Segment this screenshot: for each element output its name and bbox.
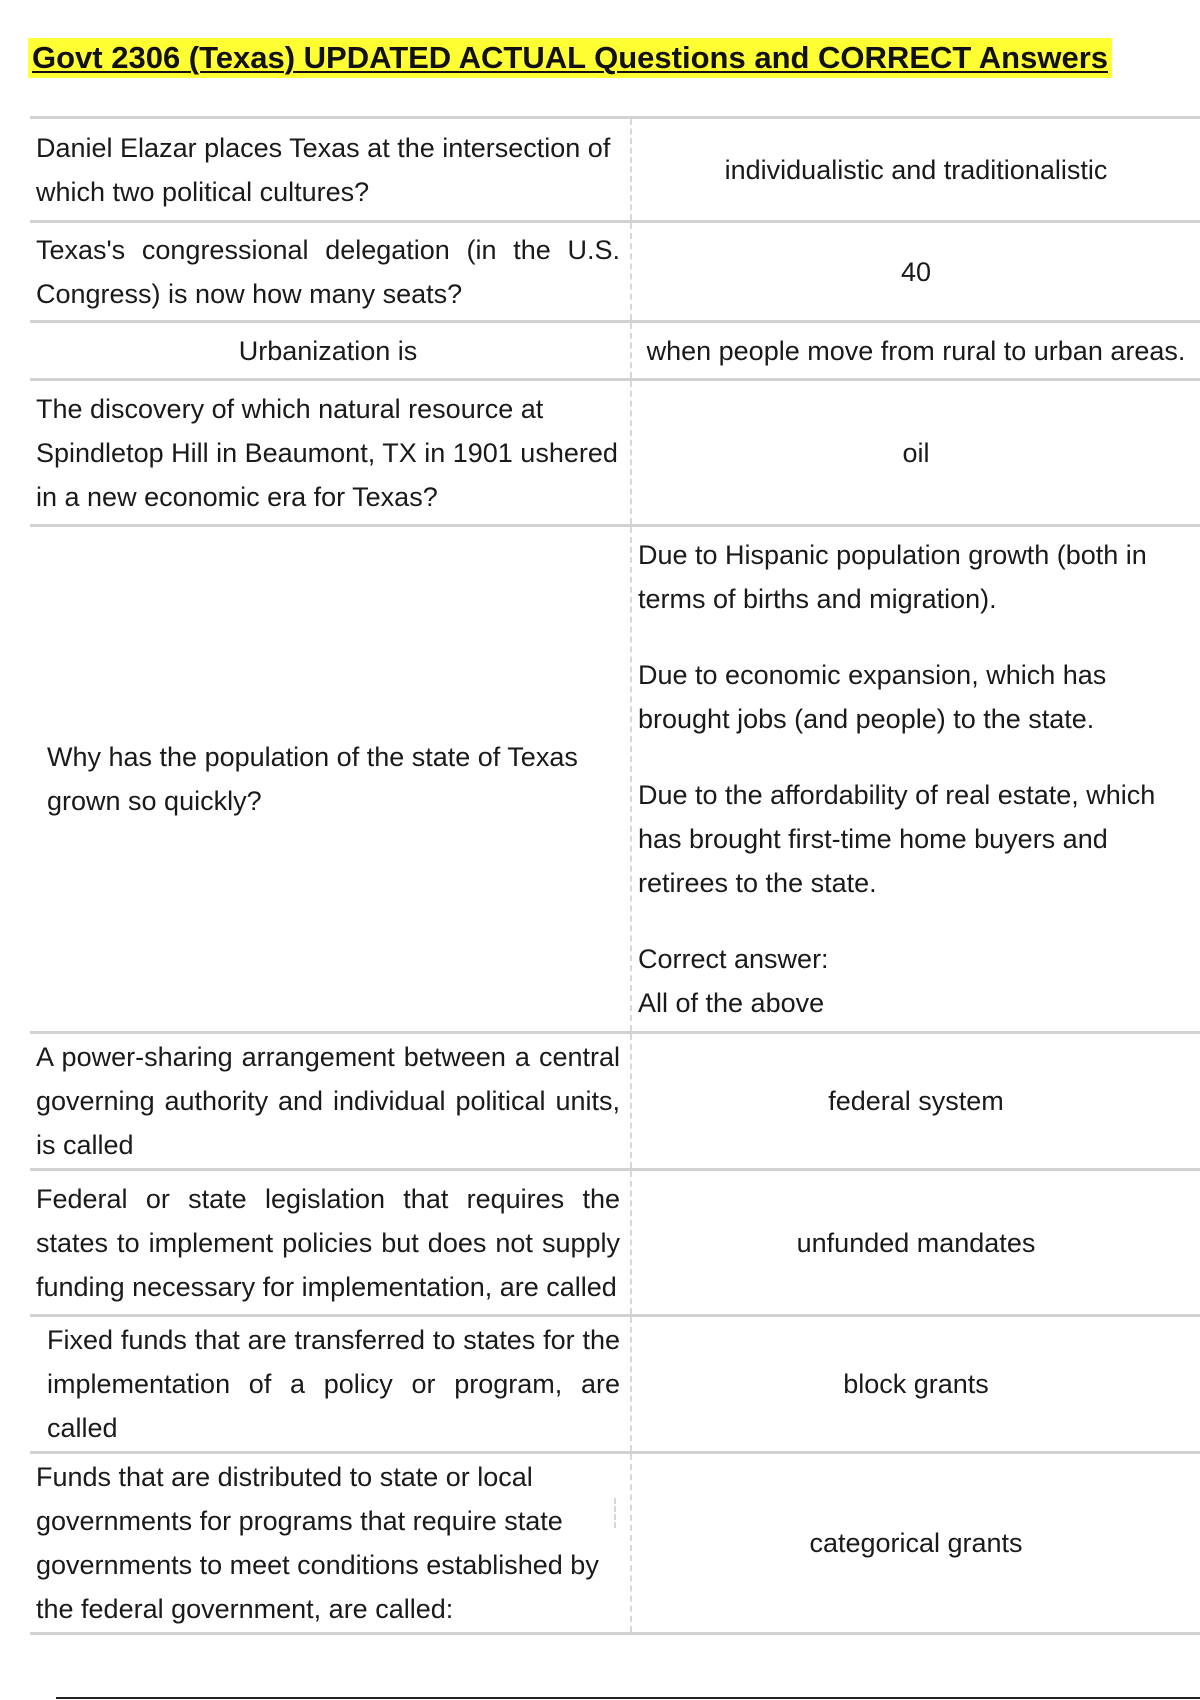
table-row — [30, 380, 1200, 526]
question-cell: Daniel Elazar places Texas at the intersection of which two political cultures? — [30, 118, 631, 222]
answer-cell: 40 — [631, 222, 1200, 322]
answer-cell: categorical grants — [631, 1453, 1200, 1634]
question-cell: Fixed funds that are transferred to states for the implementation of a policy or program, are called — [30, 1316, 631, 1453]
question-cell: The discovery of which natural resource at Spindletop Hill in Beaumont, TX in 1901 ushered in a new economic era for Texas? — [30, 380, 631, 526]
question-cell: Why has the population of the state of Texas grown so quickly? — [30, 526, 631, 1033]
answer-cell: oil — [631, 380, 1200, 526]
answer-paragraph: Due to Hispanic population growth (both in terms of births and migration). — [638, 540, 1147, 614]
table-row — [30, 526, 1200, 1033]
answer-cell: when people move from rural to urban areas. — [631, 322, 1200, 380]
table-row — [30, 1170, 1200, 1316]
question-cell: A power-sharing arrangement between a central governing authority and individual political units, is called — [30, 1033, 631, 1170]
answer-cell: block grants — [631, 1316, 1200, 1453]
question-cell: Funds that are distributed to state or local governments for programs that require state governments to meet conditions established by the federal government, are called: — [30, 1453, 631, 1634]
answer-cell: federal system — [631, 1033, 1200, 1170]
correct-answer-block — [638, 937, 1194, 1025]
answer-cell — [631, 526, 1200, 1033]
footer-divider — [56, 1697, 1200, 1699]
column-divider-tail — [614, 1498, 616, 1528]
qa-table — [30, 116, 1200, 1635]
answer-cell: unfunded mandates — [631, 1170, 1200, 1316]
question-cell: Federal or state legislation that requires the states to implement policies but does not supply funding necessary for implementation, are called — [30, 1170, 631, 1316]
correct-answer-label: Correct answer: — [638, 944, 829, 974]
correct-answer-value: All of the above — [638, 988, 825, 1018]
question-cell: Texas's congressional delegation (in the U.S. Congress) is now how many seats? — [30, 222, 631, 322]
answer-paragraph: Due to the affordability of real estate, which has brought first-time home buyers and retirees to the state. — [638, 780, 1156, 898]
document-title: Govt 2306 (Texas) UPDATED ACTUAL Questions and CORRECT Answers — [28, 38, 1112, 78]
question-cell: Urbanization is — [30, 322, 631, 380]
answer-paragraph: Due to economic expansion, which has brought jobs (and people) to the state. — [638, 660, 1107, 734]
table-row — [30, 222, 1200, 322]
table-row — [30, 1033, 1200, 1170]
table-row — [30, 322, 1200, 380]
answer-cell: individualistic and traditionalistic — [631, 118, 1200, 222]
table-row — [30, 1453, 1200, 1634]
table-row — [30, 1316, 1200, 1453]
table-row — [30, 118, 1200, 222]
